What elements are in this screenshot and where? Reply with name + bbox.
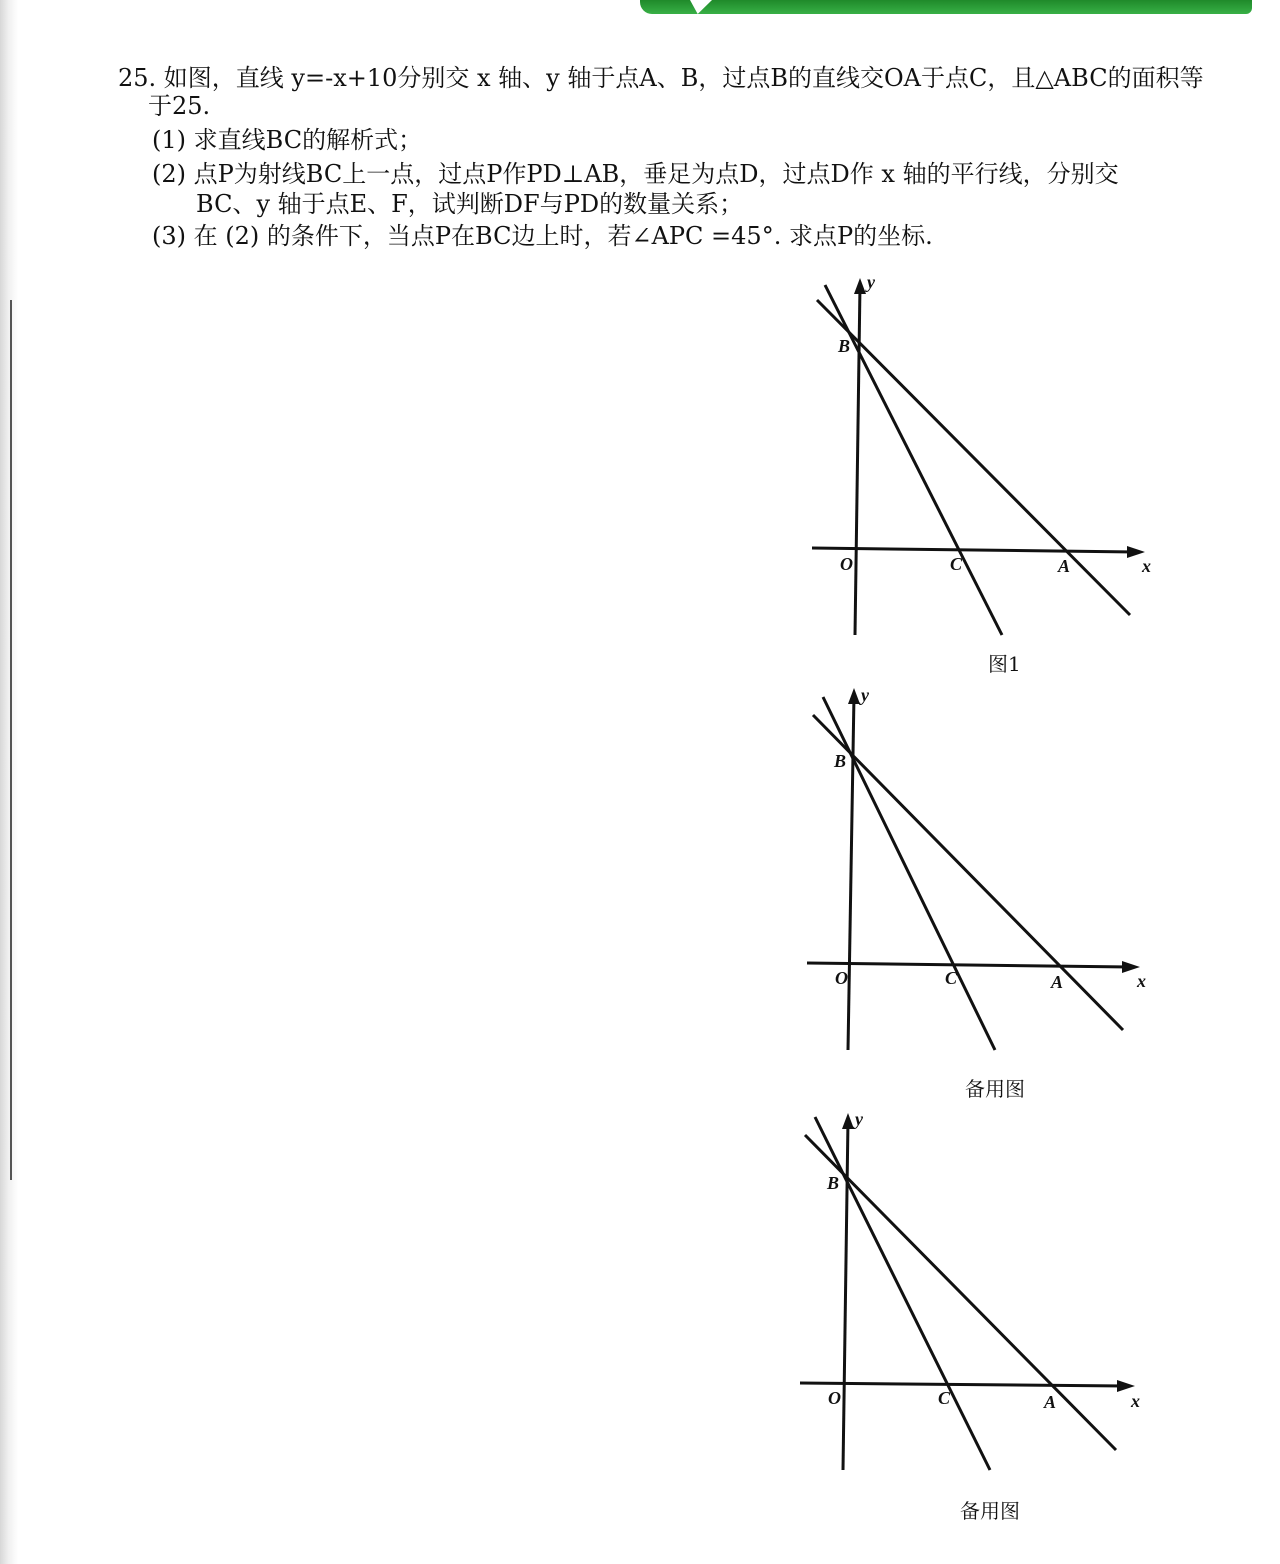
x-axis (807, 963, 1130, 967)
line-BC (815, 1117, 990, 1470)
label-C: C (938, 1388, 951, 1408)
figure-1-diagram (790, 270, 1180, 670)
green-header-banner (640, 0, 1252, 14)
figure-3-caption: 备用图 (960, 1499, 1020, 1523)
label-A: A (1051, 972, 1064, 992)
y-axis-arrow (842, 1113, 854, 1129)
scan-edge (0, 0, 18, 1564)
line-AB (813, 715, 1123, 1030)
line-AB (817, 300, 1130, 615)
figure-3 (780, 1105, 1170, 1525)
problem-stem: 25. 如图，直线 y=-x+10分别交 x 轴、y 轴于点A、B，过点B的直线交OA于点C，且△ABC的面积等 (118, 64, 1204, 92)
figure-2-caption: 备用图 (965, 1077, 1025, 1101)
label-C: C (950, 554, 963, 574)
question-1: (1) 求直线BC的解析式； (152, 126, 423, 154)
question-3: (3) 在 (2) 的条件下，当点P在BC边上时，若∠APC =45°. 求点P的坐标. (152, 222, 933, 250)
figure-2-diagram (785, 685, 1175, 1100)
label-B: B (834, 751, 847, 771)
question-2-continued: BC、y 轴于点E、F，试判断DF与PD的数量关系； (196, 190, 744, 218)
label-x: x (1131, 1391, 1140, 1411)
label-x: x (1142, 556, 1151, 576)
label-A: A (1044, 1392, 1057, 1412)
label-A: A (1058, 556, 1071, 576)
figure-1-caption: 图1 (988, 652, 1021, 676)
x-axis (812, 548, 1135, 552)
question-2: (2) 点P为射线BC上一点，过点P作PD⊥AB，垂足为点D，过点D作 x 轴的平行线，分别交 (152, 160, 1119, 188)
line-AB (805, 1135, 1116, 1450)
y-axis-arrow (848, 688, 860, 704)
label-B: B (838, 336, 851, 356)
figure-1 (790, 270, 1180, 676)
scan-edge-line (10, 300, 12, 1180)
label-O: O (835, 968, 848, 988)
label-B: B (827, 1173, 840, 1193)
label-y: y (855, 1109, 863, 1129)
label-O: O (840, 554, 853, 574)
label-y: y (867, 272, 875, 292)
label-y: y (861, 685, 869, 705)
problem-stem-continued: 于25. (148, 92, 211, 120)
label-x: x (1137, 971, 1146, 991)
x-axis (800, 1383, 1125, 1386)
figure-2 (785, 685, 1175, 1100)
label-O: O (828, 1388, 841, 1408)
y-axis-arrow (854, 278, 866, 294)
label-C: C (945, 968, 958, 988)
figure-3-diagram (780, 1105, 1170, 1525)
